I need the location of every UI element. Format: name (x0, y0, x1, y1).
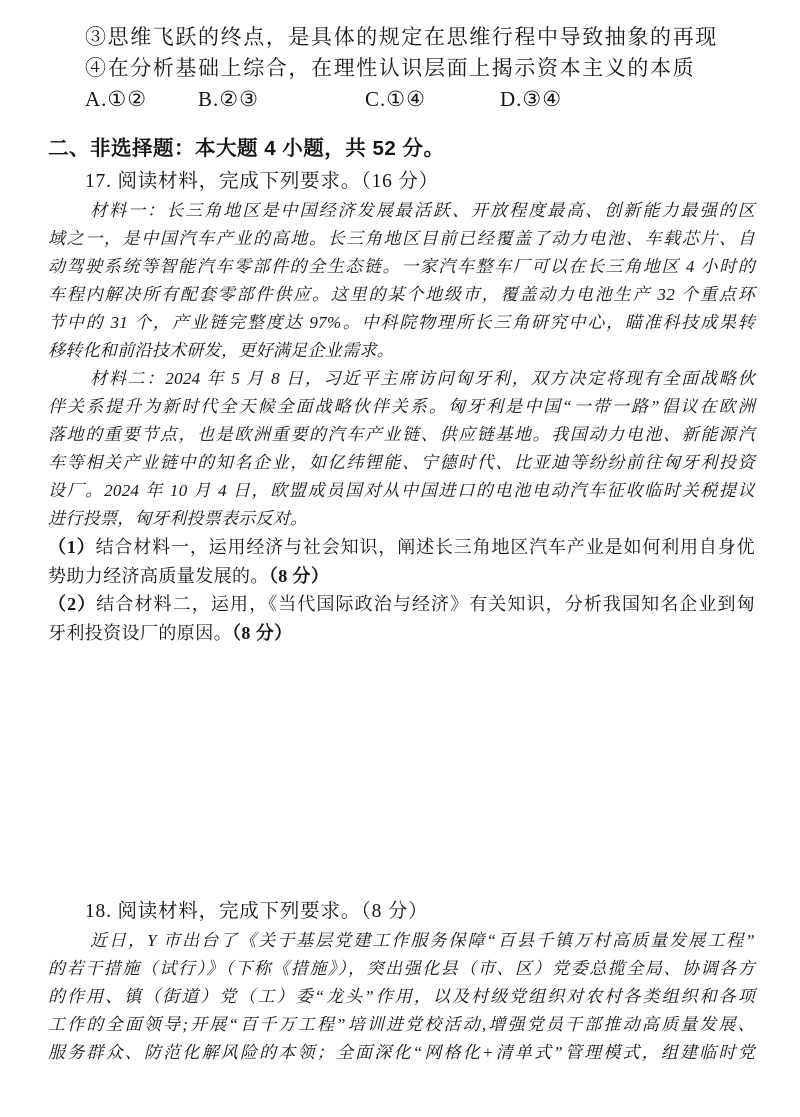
sub-question-2-text: 结合材料二，运用，《当代国际政治与经济》有关知识，分析我国知名企业到匈 (96, 594, 755, 614)
sub-question-1-marker: （1） (48, 537, 96, 557)
statement-3: ③思维飞跃的终点，是具体的规定在思维行程中导致抽象的再现 (85, 25, 718, 49)
sub-question-1-text: 势助力经济高质量发展的。 (48, 565, 269, 586)
material-1-line: 移转化和前沿技术研发，更好满足企业需求。 (48, 341, 394, 360)
question-18-material-line: 服务群众、防范化解风险的本领；全面深化“网格化+清单式”管理模式，组建临时党 (48, 1043, 755, 1062)
question-18-block (48, 897, 755, 1067)
sub-question-1-score: （8 分） (268, 565, 330, 586)
option-c: C.①④ (365, 87, 426, 111)
material-2-line: 伴关系提升为新时代全天候全面战略伙伴关系。匈牙利是中国“一带一路”倡议在欧洲 (48, 397, 755, 416)
question-18-material-line: 近日，Y 市出台了《关于基层党建工作服务保障“百县千镇万村高质量发展工程” (90, 931, 755, 950)
sub-question-2 (48, 590, 755, 647)
option-b: B.②③ (198, 87, 259, 111)
sub-question-1-text: 结合材料一，运用经济与社会知识，阐述长三角地区汽车产业是如何利用自身优 (95, 537, 755, 557)
material-1-line: 材料一：长三角地区是中国经济发展最活跃、开放程度最高、创新能力最强的区 (90, 201, 755, 220)
question-17-block (48, 167, 755, 647)
sub-question-2-line (48, 590, 755, 619)
statement-4: ④在分析基础上综合，在理性认识层面上揭示资本主义的本质 (85, 56, 696, 80)
material-2-paragraph (48, 365, 755, 533)
material-1-line: 动驾驶系统等智能汽车零部件的全生态链。一家汽车整车厂可以在长三角地区 4 小时的 (48, 257, 755, 276)
question-18-material-line: 的若干措施（试行）》（下称《措施》），突出强化县（市、区）党委总揽全局、协调各方 (48, 959, 755, 978)
question-18-material-paragraph (48, 927, 755, 1067)
sub-question-1-line (48, 533, 755, 562)
question-16-block (48, 22, 755, 115)
sub-question-2-marker: （2） (48, 594, 97, 614)
material-1-line: 节中的 31 个，产业链完整度达 97%。中科院物理所长三角研究中心，瞄准科技成果转 (48, 313, 755, 332)
answer-space (48, 647, 755, 895)
question-18-intro: 18. 阅读材料，完成下列要求。（8 分） (85, 901, 429, 922)
material-1-line: 车程内解决所有配套零部件供应。这里的某个地级市，覆盖动力电池生产 32 个重点环 (48, 285, 755, 304)
section-2-heading: 二、非选择题：本大题 4 小题，共 52 分。 (48, 137, 445, 160)
material-1-paragraph (48, 197, 755, 365)
material-2-line: 落地的重要节点，也是欧洲重要的汽车产业链、供应链基地。我国动力电池、新能源汽 (48, 425, 755, 444)
material-2-line: 设厂。2024 年 10 月 4 日，欧盟成员国对从中国进口的电池电动汽车征收临时关税提议 (48, 481, 755, 500)
material-1-line: 域之一，是中国汽车产业的高地。长三角地区目前已经覆盖了动力电池、车载芯片、自 (48, 229, 755, 248)
question-17-intro: 17. 阅读材料，完成下列要求。（16 分） (85, 171, 439, 192)
question-18-material-line: 的作用、镇（街道）党（工）委“龙头”作用，以及村级党组织对农村各类组织和各项 (48, 987, 755, 1006)
answer-options-row (48, 84, 755, 115)
sub-question-2-text: 牙利投资设厂的原因。 (48, 622, 232, 643)
material-2-line: 材料二：2024 年 5 月 8 日，习近平主席访问匈牙利，双方决定将现有全面战略伙 (90, 369, 755, 388)
sub-question-1-line (48, 562, 755, 591)
sub-question-2-line (48, 619, 755, 648)
sub-question-1 (48, 533, 755, 590)
option-d: D.③④ (500, 87, 563, 111)
question-18-material-line: 工作的全面领导;开展“百千万工程”培训进党校活动,增强党员干部推动高质量发展、 (48, 1015, 755, 1034)
sub-question-2-score: （8 分） (232, 622, 293, 643)
option-a: A.①② (85, 87, 148, 111)
material-2-line: 车等相关产业链中的知名企业，如亿纬锂能、宁德时代、比亚迪等纷纷前往匈牙利投资 (48, 453, 755, 472)
material-2-line: 进行投票，匈牙利投票表示反对。 (48, 509, 308, 528)
